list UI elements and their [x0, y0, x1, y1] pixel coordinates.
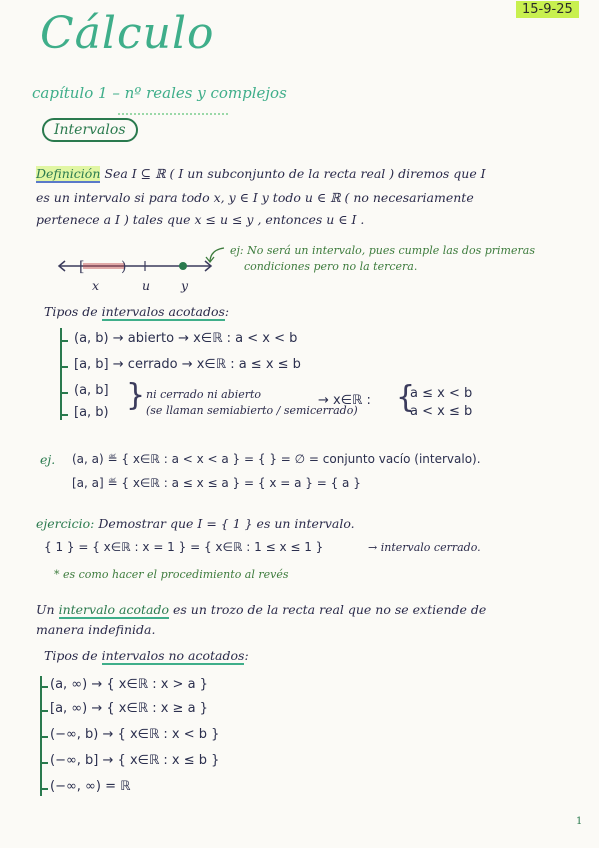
half-open-set: → x∈ℝ : — [318, 393, 371, 408]
exercise-note: → intervalo cerrado. — [368, 541, 481, 554]
unbounded-row: [a, ∞) → { x∈ℝ : x ≥ a } — [50, 701, 208, 716]
number-line-note-1: ej: No será un intervalo, pues cumple las dos primeras — [230, 244, 535, 257]
notebook-page: Cálculo 15-9-25 capítulo 1 – nº reales y complejos Intervalos Definición Sea I ⊆ ℝ ( I un subconjunto de la recta real ) diremos que I es un intervalo si para todo x, y ∈ I y todo u ∈ ℝ ( no necesariamente pertenece a I ) tales que x ≤ u ≤ y , entonces u ∈ I . [ ) x u y ej: No será un intervalo, pues cumple las dos primeras condiciones pero no la tercera. Tipos de intervalos acotados: (a, b) → abierto → x∈ℝ : a < x < b [a, b] → cerrado → x∈ℝ : a ≤ x ≤ b (a, b] [a, b) } ni cerrado ni abierto (se llaman semiabierto / semicerrado) → x∈ℝ : { a ≤ x < b a < x ≤ b ej. (a, a) ≝ { x∈ℝ : a < x < a } = { } = ∅ = conjunto vacío (intervalo). [a, a] ≝ { x∈ℝ : a ≤ x ≤ a } = { x = a } = { a } ejercicio: Demostrar que I = { 1 } es un intervalo. { 1 } = { x∈ℝ : x = 1 } = { x∈ℝ : 1 ≤ x ≤ 1 } → intervalo cerrado. * es como hacer el procedimiento al revés Un intervalo acotado es un trozo de la recta real que no se extiende de manera indefinida. Tipos de intervalos no acotados: (a, ∞) → { x∈ℝ : x > a } [a, ∞) → { x∈ℝ : x ≥ a } (−∞, b) → { x∈ℝ : x < b } (−∞, b] → { x∈ℝ : x ≤ b } (−∞, ∞) = ℝ 1 — [32, 2, 583, 827]
bracket-tick — [60, 414, 68, 416]
number-line-label-u: u — [142, 278, 151, 293]
exercise-label: ejercicio: — [36, 516, 95, 531]
unbounded-row: (a, ∞) → { x∈ℝ : x > a } — [50, 677, 208, 692]
definition-line-3: pertenece a I ) tales que x ≤ u ≤ y , entonces u ∈ I . — [36, 212, 365, 227]
chapter-underline — [118, 113, 228, 115]
number-line-label-x: x — [92, 278, 100, 293]
bounded-closed-row: [a, b] → cerrado → x∈ℝ : a ≤ x ≤ b — [74, 357, 301, 372]
half-open-cond-1: a ≤ x < b — [410, 386, 473, 401]
definition-label: Definición — [36, 166, 101, 181]
section-heading: Intervalos — [42, 118, 138, 142]
chapter-heading: capítulo 1 – nº reales y complejos — [32, 84, 287, 102]
unbounded-row: (−∞, ∞) = ℝ — [50, 779, 131, 794]
date-badge: 15-9-25 — [516, 1, 579, 18]
page-number: 1 — [576, 816, 583, 827]
bracket-tick — [60, 392, 68, 394]
bounded-def-line-2: manera indefinida. — [36, 622, 156, 637]
number-line-label-y: y — [181, 278, 189, 293]
bracket-tick — [60, 366, 68, 368]
definition-line-2: es un intervalo si para todo x, y ∈ I y todo u ∈ ℝ ( no necesariamente — [36, 190, 474, 205]
bracket-tick — [40, 762, 48, 764]
bounded-open-row: (a, b) → abierto → x∈ℝ : a < x < b — [74, 331, 298, 346]
half-open-cond-2: a < x ≤ b — [410, 404, 473, 419]
bracket-tick — [40, 736, 48, 738]
half-open-note-2: (se llaman semiabierto / semicerrado) — [146, 404, 358, 417]
curved-arrow-icon — [204, 244, 228, 266]
exercise-line-1: ejercicio: Demostrar que I = { 1 } es un intervalo. — [36, 516, 355, 531]
bracket-tick — [40, 686, 48, 688]
bounded-def-line-1: Un intervalo acotado es un trozo de la recta real que no se extiende de — [36, 602, 487, 617]
svg-text:): ) — [121, 259, 127, 275]
page-title: Cálculo — [40, 8, 215, 59]
bracket-tick — [40, 788, 48, 790]
bounded-heading: Tipos de intervalos acotados: — [44, 304, 230, 319]
bounded-half-a: (a, b] — [74, 383, 109, 398]
number-line-note-2: condiciones pero no la tercera. — [244, 260, 418, 273]
exercise-remark: * es como hacer el procedimiento al revés — [54, 568, 289, 581]
unbounded-row: (−∞, b] → { x∈ℝ : x ≤ b } — [50, 753, 220, 768]
unbounded-row: (−∞, b) → { x∈ℝ : x < b } — [50, 727, 220, 742]
unbounded-heading: Tipos de intervalos no acotados: — [44, 648, 249, 663]
svg-text:[: [ — [79, 259, 85, 275]
half-open-note-1: ni cerrado ni abierto — [146, 388, 262, 401]
number-line-diagram — [55, 254, 215, 294]
bracket-tick — [40, 710, 48, 712]
bounded-half-b: [a, b) — [74, 405, 109, 420]
examples-label: ej. — [40, 452, 56, 467]
example-closed-single: [a, a] ≝ { x∈ℝ : a ≤ x ≤ a } = { x = a } = { a } — [72, 476, 361, 490]
exercise-line-2: { 1 } = { x∈ℝ : x = 1 } = { x∈ℝ : 1 ≤ x ≤ 1 } — [44, 540, 324, 554]
definition-line-1: Definición Sea I ⊆ ℝ ( I un subconjunto de la recta real ) diremos que I — [36, 166, 486, 181]
example-open-empty: (a, a) ≝ { x∈ℝ : a < x < a } = { } = ∅ = conjunto vacío (intervalo). — [72, 452, 481, 466]
bracket-tick — [60, 340, 68, 342]
